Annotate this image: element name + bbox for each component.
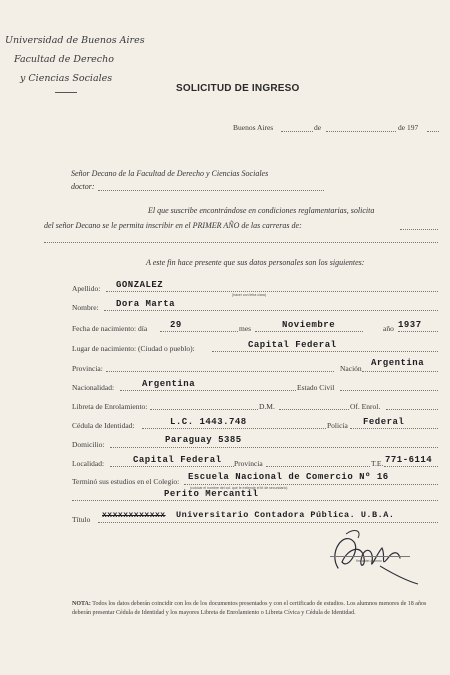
cedula-value: L.C. 1443.748 (170, 417, 247, 427)
colegio-value-2: Perito Mercantil (164, 489, 259, 499)
lugar-value: Capital Federal (248, 340, 337, 350)
provincia-label: Provincia: (72, 364, 103, 373)
nombre-label: Nombre: (72, 303, 99, 312)
fecha-label: Fecha de nacimiento: día (72, 324, 148, 333)
nacionalidad-field[interactable] (120, 390, 296, 391)
dia-value: 29 (170, 320, 182, 330)
nota-block (72, 600, 442, 618)
colegio-hint: (colocar el nombre del col. que le extiende el tít de secundario) (190, 486, 288, 490)
addressee-doctor: doctor: (71, 182, 95, 191)
date-day-field[interactable] (281, 131, 313, 132)
dia-field[interactable] (160, 331, 238, 332)
anio-value: 1937 (398, 320, 422, 330)
request-line-1: El que suscribe encontrándose en condiciones reglamentarias, solicita (148, 206, 375, 215)
te-value: 771-6114 (385, 455, 433, 465)
signature-caption: firma del alumno (356, 559, 382, 563)
te-field[interactable] (384, 466, 438, 467)
date-de-label-1: de (314, 123, 322, 132)
letterhead-rule (55, 92, 77, 93)
provincia-field[interactable] (106, 371, 334, 372)
anio-field[interactable] (398, 331, 438, 332)
nacionalidad-value: Argentina (142, 379, 196, 389)
provincia2-label: Provincia (234, 459, 263, 468)
anio-label: año (383, 324, 394, 333)
libreta-label: Libreta de Enrolamiento: (72, 402, 148, 411)
nacion-field[interactable] (362, 371, 438, 372)
letterhead-faculty: Facultad de Derecho (14, 54, 114, 65)
date-de-label-2: de 197 (398, 123, 419, 132)
apellido-hint: (hacer con letra clara) (232, 293, 267, 297)
careers-field-2[interactable] (44, 242, 438, 243)
apellido-field[interactable] (106, 291, 438, 292)
mes-label: mes (239, 324, 252, 333)
colegio-value: Escuela Nacional de Comercio Nº 16 (188, 472, 389, 482)
titulo-struck: xxxxxxxxxxxx (102, 511, 166, 520)
titulo-value: Universitario Contadora Pública. U.B.A. (176, 510, 395, 520)
of-enrol-label: Of. Enrol. (350, 402, 381, 411)
request-line-2: del señor Decano se le permita inscribir en el PRIMER AÑO de las carreras de: (44, 221, 302, 230)
estado-civil-field[interactable] (340, 390, 438, 391)
date-month-field[interactable] (326, 131, 396, 132)
cedula-label: Cédula de Identidad: (72, 421, 135, 430)
libreta-field[interactable] (150, 409, 258, 410)
domicilio-value: Paraguay 5385 (165, 435, 242, 445)
apellido-value: GONZALEZ (116, 280, 164, 290)
apellido-label: Apellido: (72, 284, 101, 293)
dm-field[interactable] (279, 409, 349, 410)
date-city-label: Buenos Aires (233, 123, 274, 132)
nombre-field[interactable] (104, 310, 438, 311)
nacionalidad-label: Nacionalidad: (72, 383, 115, 392)
nota-text: Todos los datos deberán coincidir con los de los documentos presentados y con el certificado de estudios. Los alumnos menores de 18 años deberán presentar Cédula de Identidad y los mayores Libreta de Enrolamiento o Libreta Cívica y Cédula de Identidad. (72, 601, 427, 616)
policia-label: Policía (327, 421, 348, 430)
letterhead-sciences: y Ciencias Sociales (20, 73, 113, 84)
form-title: SOLICITUD DE INGRESO (176, 83, 300, 94)
domicilio-field[interactable] (110, 447, 438, 448)
localidad-label: Localidad: (72, 459, 105, 468)
lugar-label: Lugar de nacimiento: (Ciudad o pueblo): (72, 344, 195, 353)
careers-field-1[interactable] (400, 229, 438, 230)
colegio-field[interactable] (184, 484, 438, 485)
nombre-value: Dora Marta (116, 299, 176, 309)
dm-label: D.M. (259, 402, 275, 411)
nacion-label: Nación (340, 364, 362, 373)
nota-label: NOTA: (72, 601, 91, 607)
signature-line (330, 556, 410, 557)
cedula-field[interactable] (142, 428, 326, 429)
of-enrol-field[interactable] (386, 409, 438, 410)
addressee-line: Señor Decano de la Facultad de Derecho y Ciencias Sociales (71, 169, 269, 178)
titulo-label: Título (72, 515, 91, 524)
letterhead-university: Universidad de Buenos Aires (5, 35, 145, 46)
lugar-field[interactable] (212, 351, 438, 352)
estado-civil-label: Estado Civil (297, 383, 335, 392)
policia-field[interactable] (350, 428, 438, 429)
colegio-label: Terminó sus estudios en el Colegio: (72, 477, 180, 486)
colegio-field-2[interactable] (72, 500, 438, 501)
mes-field[interactable] (255, 331, 363, 332)
te-label: T.E. (371, 459, 384, 468)
localidad-value: Capital Federal (133, 455, 222, 465)
signature-scribble (318, 522, 426, 592)
doctor-name-field[interactable] (98, 190, 324, 191)
localidad-field[interactable] (110, 466, 234, 467)
provincia2-field[interactable] (266, 466, 370, 467)
date-year-field[interactable] (427, 131, 439, 132)
policia-value: Federal (363, 417, 405, 427)
intro-text: A este fin hace presente que sus datos personales son los siguientes: (146, 258, 365, 267)
nacion-value: Argentina (371, 358, 425, 368)
mes-value: Noviembre (282, 320, 336, 330)
domicilio-label: Domicilio: (72, 440, 105, 449)
